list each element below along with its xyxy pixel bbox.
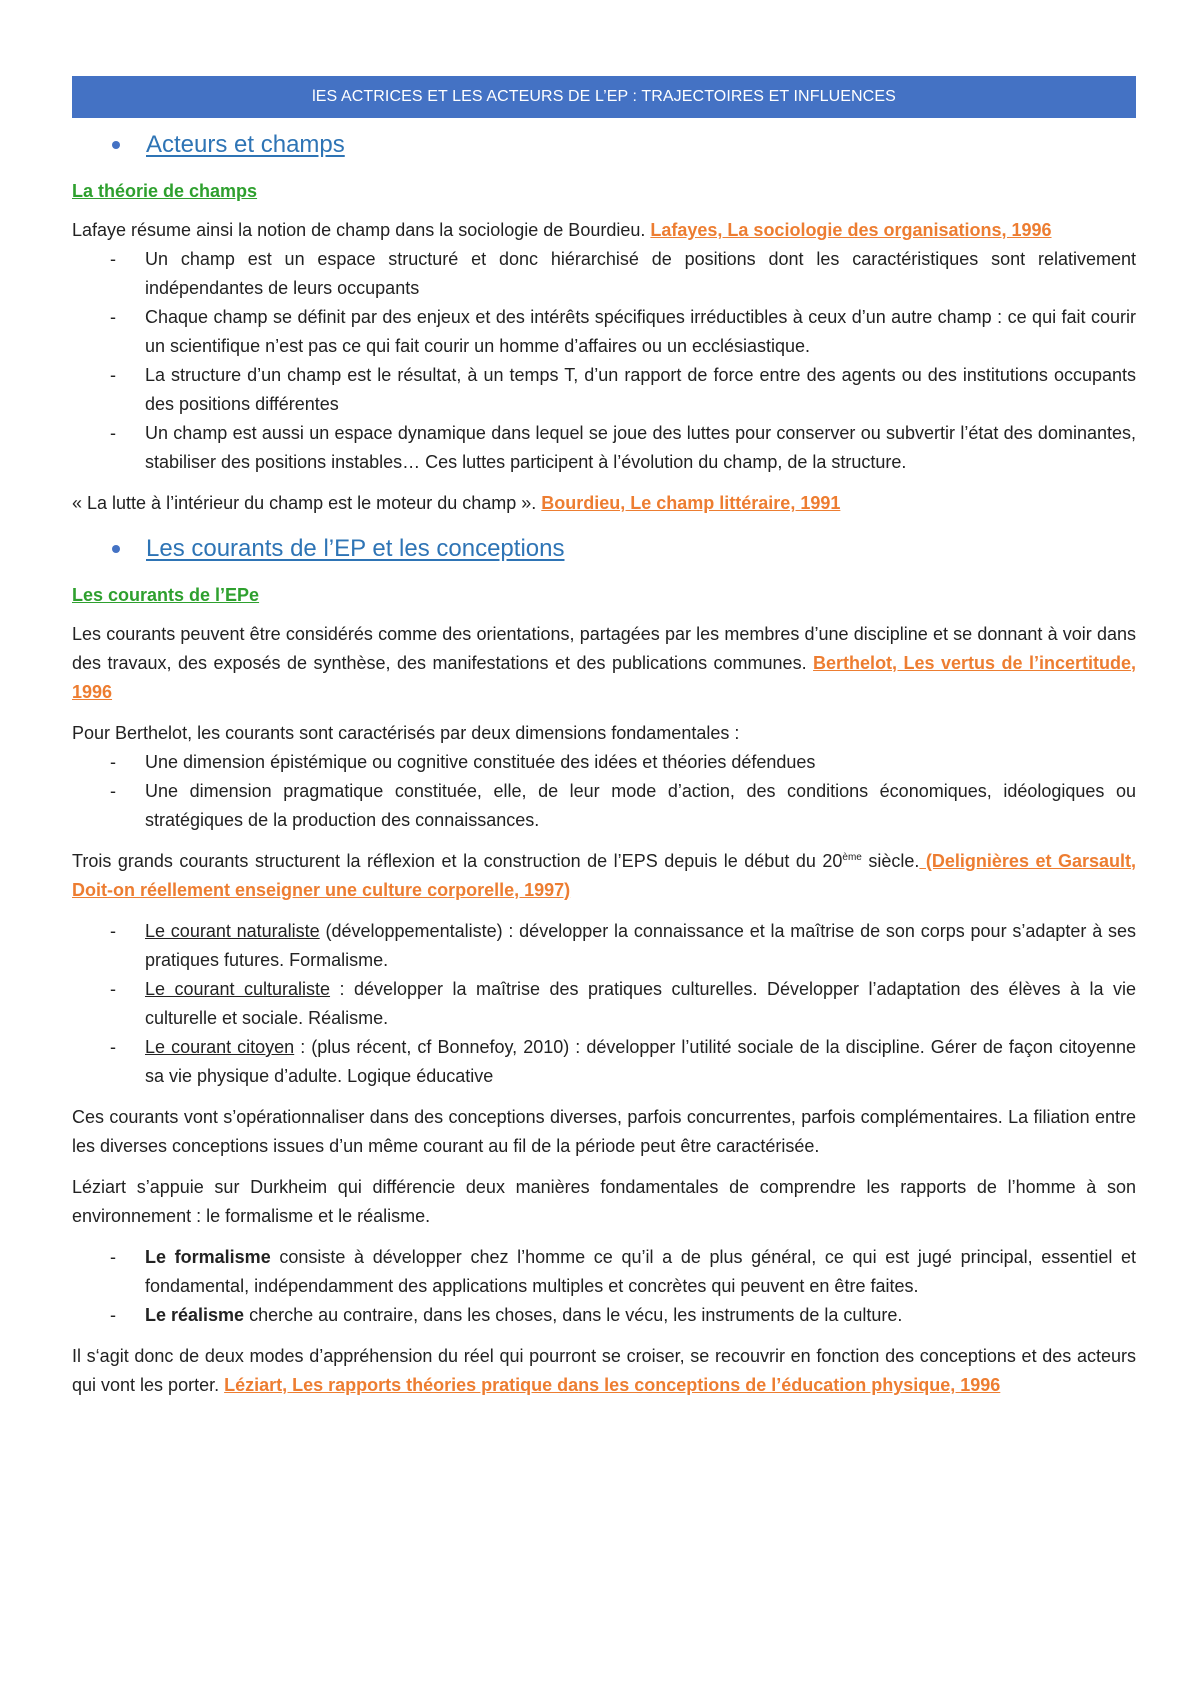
list-item: [72, 1301, 1136, 1330]
paragraph-text-end: siècle.: [861, 851, 920, 871]
list-item: [72, 1033, 1136, 1091]
list-item: - Une dimension pragmatique constituée, elle, de leur mode d’action, des conditions économiques, idéologiques ou stratégiques de la production des connaissances.: [72, 777, 1136, 835]
mode-text: consiste à développer chez l’homme ce qu’il a de plus général, ce qui est jugé principal, essentiel et fondamental, indépendamment des applications multiples et concrètes qui peuvent en être faites.: [145, 1247, 1136, 1296]
current-name: Le courant naturaliste: [145, 921, 320, 941]
citation-reference: Lafayes, La sociologie des organisations, 1996: [650, 220, 1052, 240]
paragraph-leziart-durkheim: Léziart s’appuie sur Durkheim qui différencie deux manières fondamentales de comprendre les rapports de l’homme à son environnement : le formalisme et le réalisme.: [72, 1177, 1136, 1226]
paragraph-text: Il s‘agit donc de deux modes d’appréhension du réel qui pourront se croiser, se recouvrir en fonction des conceptions et des acteurs qui vont les porter.: [72, 1346, 1136, 1395]
list-item: - Une dimension épistémique ou cognitive constituée des idées et théories défendues: [72, 748, 1136, 777]
current-text: : développer la maîtrise des pratiques culturelles. Développer l’adaptation des élèves à la vie culturelle et sociale. Réalisme.: [145, 979, 1136, 1028]
paragraph-text: Les courants peuvent être considérés comme des orientations, partagées par les membres d’une discipline et se donnant à voir dans des travaux, des exposés de synthèse, des manifestations et des publications communes.: [72, 624, 1136, 673]
paragraph-text: Lafaye résume ainsi la notion de champ dans la sociologie de Bourdieu.: [72, 220, 651, 240]
title-banner: lES ACTRICES ET LES ACTEURS DE L’EP : TRAJECTOIRES ET INFLUENCES: [72, 76, 1136, 118]
paragraph-lafaye: [72, 216, 1136, 245]
section-title: Acteurs et champs: [146, 131, 345, 158]
citation-reference: Léziart, Les rapports théories pratique dans les conceptions de l’éducation physique, 1996: [224, 1375, 1001, 1395]
document-body: [72, 122, 1136, 1412]
list-item: - Chaque champ se définit par des enjeux et des intérêts spécifiques irréductibles à ceux d’un autre champ : ce qui fait courir un scientifique n’est pas ce qui fait courir un homme d’affaires ou un ecclésiastique.: [72, 303, 1136, 361]
citation-reference: Bourdieu, Le champ littéraire, 1991: [541, 493, 841, 513]
mode-name: Le formalisme: [145, 1247, 271, 1267]
dimensions-list: [72, 748, 1136, 835]
subheading-theorie-champs: La théorie de champs: [72, 181, 258, 201]
quote-text: « La lutte à l’intérieur du champ est le moteur du champ ».: [72, 493, 542, 513]
subheading-courants-ep: Les courants de l’EPe: [72, 585, 260, 605]
modes-list: [72, 1243, 1136, 1330]
paragraph-trois-courants: [72, 847, 1136, 905]
list-item: - Un champ est un espace structuré et donc hiérarchisé de positions dont les caractéristiques sont relativement indépendantes de leurs occupants: [72, 245, 1136, 303]
citation-reference: (Delignières et Garsault, Doit-on réellement enseigner une culture corporelle, 1997): [72, 851, 1137, 900]
citation-reference: Berthelot, Les vertus de l’incertitude, 1996: [72, 653, 1136, 702]
currents-list: [72, 917, 1136, 1091]
paragraph-courants-definition: [72, 620, 1136, 707]
superscript: ème: [842, 852, 862, 863]
list-item: [72, 917, 1136, 975]
mode-text: cherche au contraire, dans les choses, dans le vécu, les instruments de la culture.: [244, 1305, 903, 1325]
paragraph-quote-bourdieu: [72, 489, 1136, 518]
list-item: - Un champ est aussi un espace dynamique dans lequel se joue des luttes pour conserver ou subvertir l’état des dominantes, stabiliser des positions instables… Ces luttes participent à l’évolution du champ, de la structure.: [72, 419, 1136, 477]
section-courants: [72, 530, 1136, 568]
paragraph-conclusion: [72, 1342, 1136, 1400]
section-acteurs-champs: [72, 126, 1136, 164]
paragraph-operationnaliser: Ces courants vont s’opérationnaliser dans des conceptions diverses, parfois concurrentes, parfois complémentaires. La filiation entre les diverses conceptions issues d’un même courant au fil de la période peut être caractérisée.: [72, 1107, 1136, 1156]
list-item: [72, 1243, 1136, 1301]
bullet-dot-icon: [112, 141, 120, 149]
current-name: Le courant culturaliste: [145, 979, 331, 999]
champ-bullet-list: [72, 245, 1136, 477]
paragraph-berthelot: Pour Berthelot, les courants sont caractérisés par deux dimensions fondamentales :: [72, 723, 740, 743]
section-title: Les courants de l’EP et les conceptions: [146, 535, 565, 562]
current-text: (développementaliste) : développer la connaissance et la maîtrise de son corps pour s’adapter à ses pratiques futures. Formalisme.: [145, 921, 1137, 970]
list-item: - La structure d’un champ est le résultat, à un temps T, d’un rapport de force entre des agents ou des institutions occupants des positions différentes: [72, 361, 1136, 419]
paragraph-text: Trois grands courants structurent la réflexion et la construction de l’EPS depuis le début du 20: [72, 851, 843, 871]
current-text: : (plus récent, cf Bonnefoy, 2010) : développer l’utilité sociale de la discipline. Gérer de façon citoyenne sa vie physique d’adulte. Logique éducative: [145, 1037, 1137, 1086]
current-name: Le courant citoyen: [145, 1037, 295, 1057]
list-item: [72, 975, 1136, 1033]
mode-name: Le réalisme: [145, 1305, 245, 1325]
bullet-dot-icon: [112, 545, 120, 553]
